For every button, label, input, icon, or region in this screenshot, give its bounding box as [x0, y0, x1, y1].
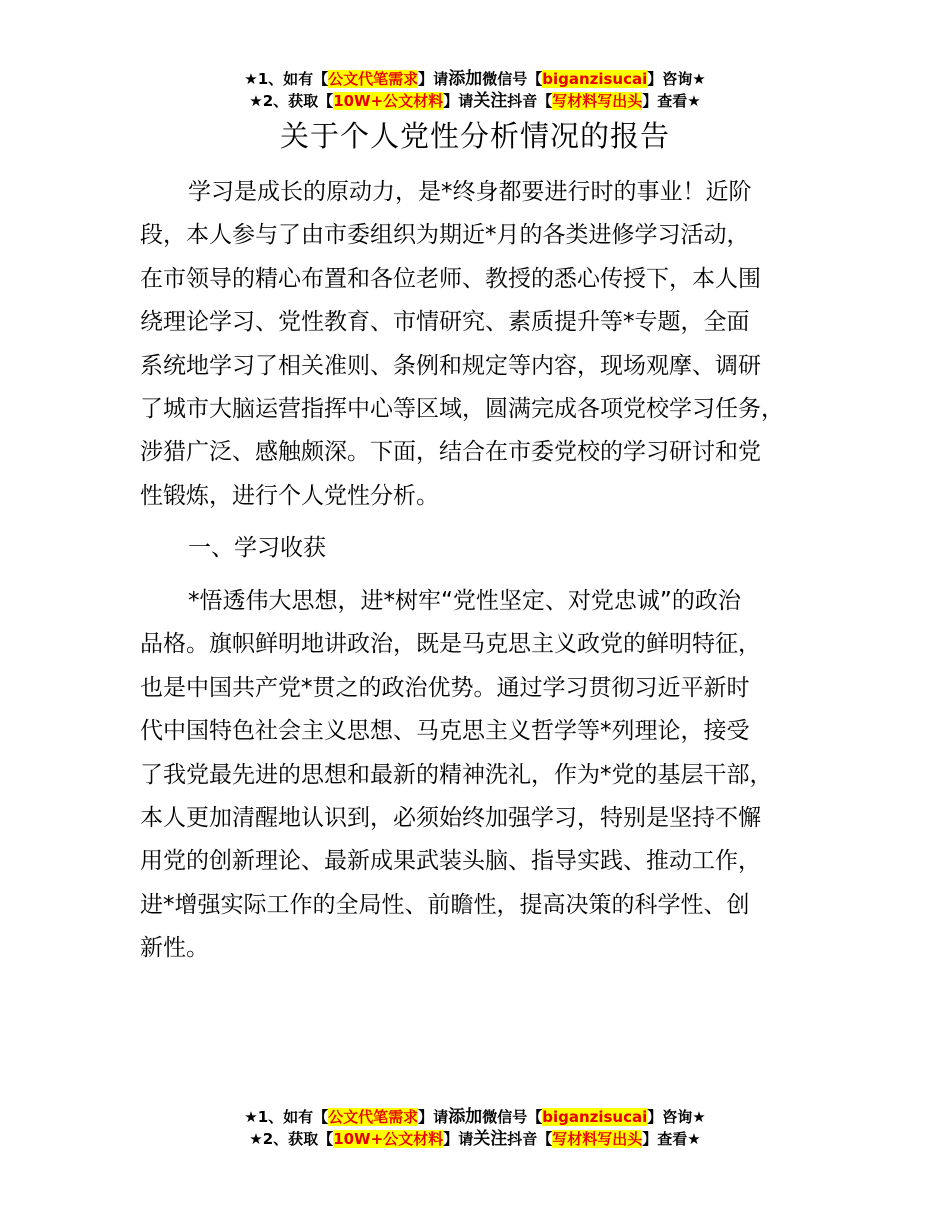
- highlight-douyin-account: 写材料写出头: [552, 1130, 643, 1148]
- document-title: 关于个人党性分析情况的报告: [279, 119, 670, 153]
- banner-line-1: ★1、如有【公文代笔需求】请添加微信号【biganzisucai】咨询★: [244, 69, 706, 89]
- text-line: 在市领导的精心布置和各位老师、教授的悉心传授下，本人围: [140, 265, 761, 292]
- banner-line-2: ★2、获取【10W+公文材料】请关注抖音【写材料写出头】查看★: [249, 1129, 701, 1149]
- text-line: 代中国特色社会主义思想、马克思主义哲学等*列理论，接受: [140, 718, 750, 745]
- highlight-wechat-id: biganzisucai: [542, 70, 648, 88]
- text-line: 也是中国共产党*贯之的政治优势。通过学习贯彻习近平新时: [140, 674, 750, 701]
- paragraph-intro: [140, 171, 840, 518]
- highlight-writing-service: 公文代笔需求: [328, 70, 419, 88]
- paragraph-learning-gains: [140, 580, 840, 971]
- text-line: 系统地学习了相关准则、条例和规定等内容，现场观摩、调研: [140, 352, 761, 379]
- section-heading: [140, 527, 840, 570]
- highlight-douyin-account: 写材料写出头: [552, 92, 643, 110]
- highlight-materials: 10W+公文材料: [333, 1130, 444, 1148]
- heading-text: 一、学习收获: [188, 535, 326, 561]
- highlight-writing-service: 公文代笔需求: [328, 1108, 419, 1126]
- text-line: 品格。旗帜鲜明地讲政治，既是马克思主义政党的鲜明特征，: [140, 631, 761, 658]
- text-line: 绕理论学习、党性教育、市情研究、素质提升等*专题，全面: [140, 309, 750, 336]
- text-line: 本人更加清醒地认识到，必须始终加强学习，特别是坚持不懈: [140, 804, 761, 831]
- highlight-materials: 10W+公文材料: [333, 92, 444, 110]
- header-banner: [0, 68, 950, 112]
- text-line: 进*增强实际工作的全局性、前瞻性，提高决策的科学性、创: [140, 891, 750, 918]
- text-line: 性锻炼，进行个人党性分析。: [140, 482, 439, 509]
- text-line: 涉猎广泛、感触颇深。下面，结合在市委党校的学习研讨和党: [140, 439, 761, 466]
- highlight-wechat-id: biganzisucai: [542, 1108, 648, 1126]
- text-line: 新性。: [140, 935, 209, 962]
- text-line: 用党的创新理论、最新成果武装头脑、指导实践、推动工作，: [140, 848, 761, 875]
- text-line: 了城市大脑运营指挥中心等区域，圆满完成各项党校学习任务，: [140, 395, 784, 422]
- footer-banner: [0, 1106, 950, 1150]
- text-line: 段，本人参与了由市委组织为期近*月的各类进修学习活动，: [140, 222, 750, 249]
- banner-line-1: ★1、如有【公文代笔需求】请添加微信号【biganzisucai】咨询★: [244, 1107, 706, 1127]
- text-line: 学习是成长的原动力，是*终身都要进行时的事业！近阶: [188, 179, 752, 205]
- banner-line-2: ★2、获取【10W+公文材料】请关注抖音【写材料写出头】查看★: [249, 91, 701, 111]
- text-line: *悟透伟大思想，进*树牢“党性坚定、对党忠诚”的政治: [188, 588, 741, 614]
- text-line: 了我党最先进的思想和最新的精神洗礼，作为*党的基层干部，: [140, 761, 773, 788]
